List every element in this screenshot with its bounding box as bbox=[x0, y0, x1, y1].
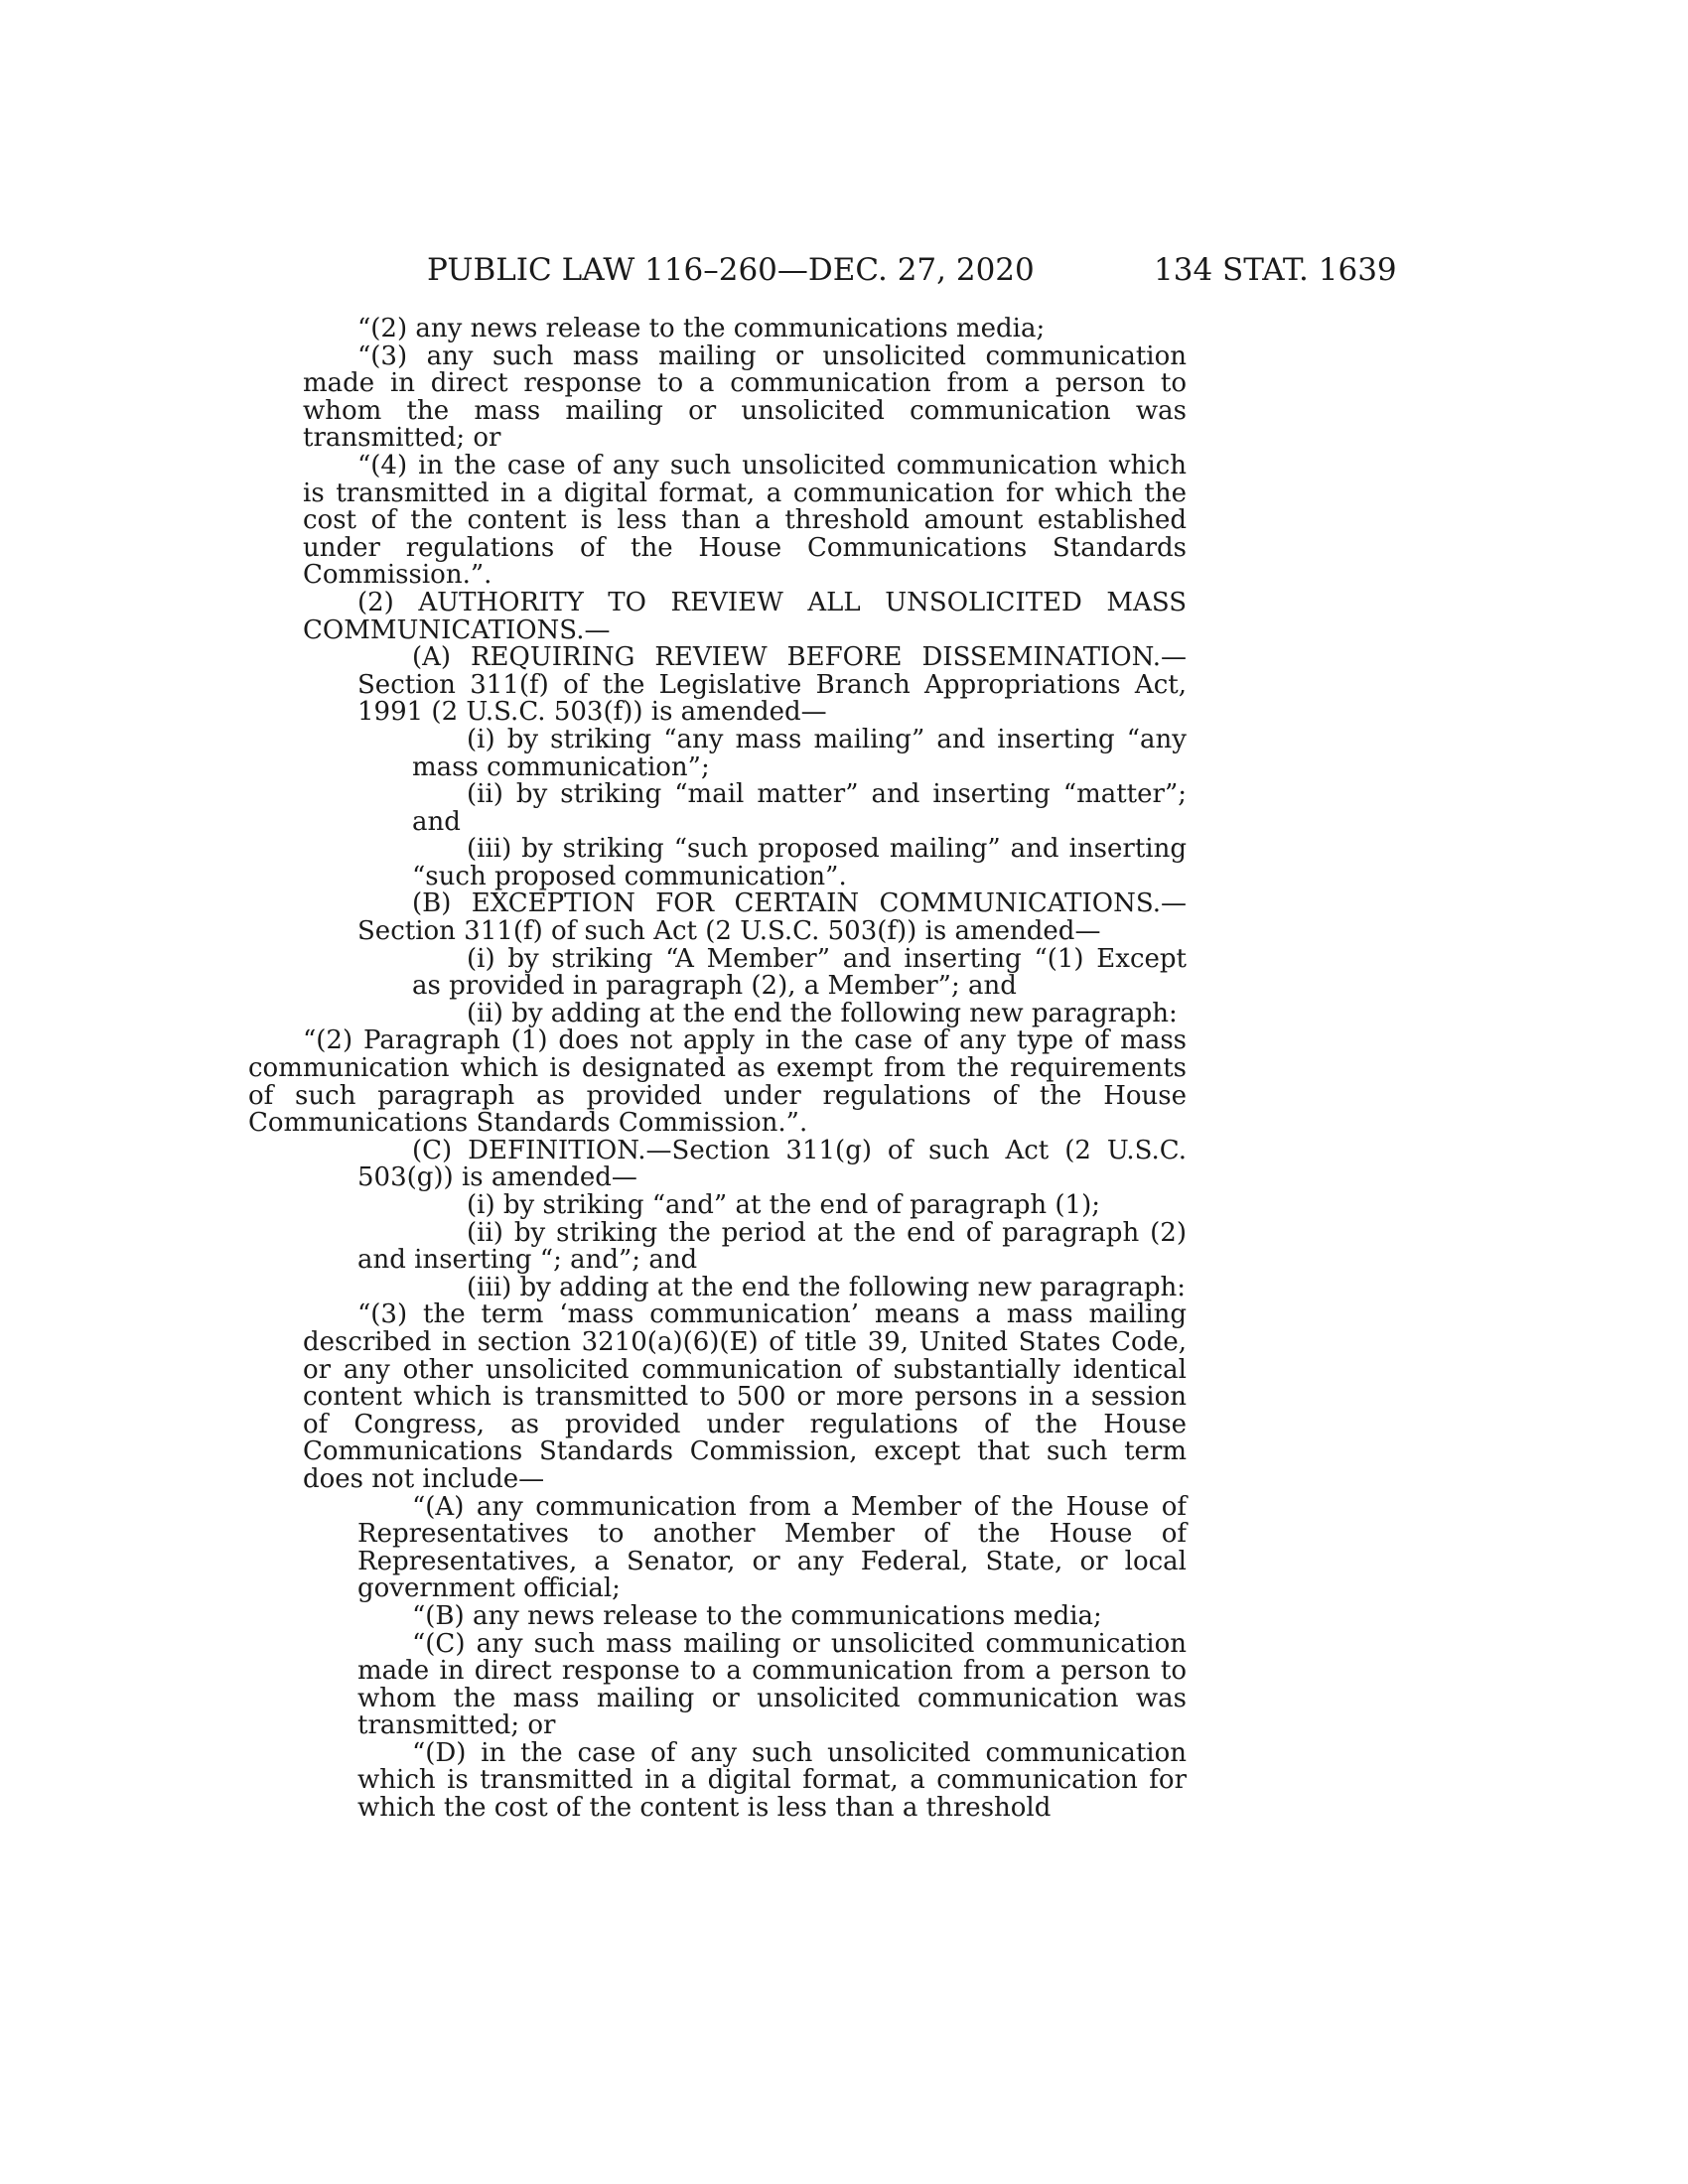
exclusion-a: “(A) any communication from a Member of the House of Representatives to another Member of the House of Representatives, a Senator, or any Federal, State, or local government official; bbox=[357, 1491, 1187, 1604]
clause-a-iii: (iii) by striking “such proposed mailing” and inserting “such proposed communication”. bbox=[412, 834, 1187, 891]
paragraph-4-digital-format: “(4) in the case of any such unsolicited communication which is transmitted in a digital format, a communication for which the cost of the content is less than a threshold amount established under regulations of the House Communications Standards Commission.”. bbox=[303, 450, 1187, 591]
clause-a-i: (i) by striking “any mass mailing” and inserting “any mass communication”; bbox=[412, 724, 1187, 782]
clause-b-i: (i) by striking “A Member” and inserting “(1) Except as provided in paragraph (2), a Member”; and bbox=[412, 943, 1187, 1002]
clause-c-i: (i) by striking “and” at the end of paragraph (1); bbox=[467, 1190, 1100, 1220]
subparagraph-c-definition: (C) DEFINITION.—Section 311(g) of such Act (2 U.S.C. 503(g)) is amended— bbox=[357, 1135, 1187, 1193]
clause-a-ii: (ii) by striking “mail matter” and inserting “matter”; and bbox=[412, 779, 1187, 837]
paragraph-2-news-release: “(2) any news release to the communications media; bbox=[357, 314, 1046, 343]
clause-b-ii: (ii) by adding at the end the following new paragraph: bbox=[467, 998, 1178, 1028]
page-stat-number: 134 STAT. 1639 bbox=[1154, 252, 1397, 288]
document-body bbox=[248, 314, 1187, 1824]
inserted-paragraph-3-definition: “(3) the term ‘mass communication’ means a mass mailing described in section 3210(a)(6)(E) of title 39, United States Code, or any other unsolicited communication of substantially identical content which is transmitted to 500 or more persons in a session of Congress, as provided under regulations of the House Communications Standards Commission, except that such term does not include— bbox=[303, 1299, 1187, 1494]
exclusion-b: “(B) any news release to the communications media; bbox=[412, 1600, 1102, 1631]
subparagraph-b-exception: (B) EXCEPTION FOR CERTAIN COMMUNICATIONS.—Section 311(f) of such Act (2 U.S.C. 503(f)) is amended— bbox=[357, 888, 1187, 947]
exclusion-c: “(C) any such mass mailing or unsolicited communication made in direct response to a communication from a person to whom the mass mailing or unsolicited communication was transmitted; or bbox=[357, 1628, 1187, 1741]
clause-c-ii: (ii) by striking the period at the end of paragraph (2) and inserting “; and”; and bbox=[357, 1217, 1187, 1276]
paragraph-3-direct-response: “(3) any such mass mailing or unsolicited communication made in direct response to a communication from a person to whom the mass mailing or unsolicited communication was transmitted; or bbox=[303, 341, 1187, 454]
subparagraph-a-review: (A) REQUIRING REVIEW BEFORE DISSEMINATION.—Section 311(f) of the Legislative Branch Appropriations Act, 1991 (2 U.S.C. 503(f)) is amended— bbox=[357, 642, 1187, 728]
inserted-paragraph-2: “(2) Paragraph (1) does not apply in the case of any type of mass communication which is designated as exempt from the requirements of such paragraph as provided under regulations of the House Communications Standards Commission.”. bbox=[248, 1025, 1187, 1139]
clause-c-iii: (iii) by adding at the end the following new paragraph: bbox=[467, 1272, 1187, 1302]
running-header-citation: PUBLIC LAW 116–260—DEC. 27, 2020 bbox=[427, 252, 1035, 288]
exclusion-d: “(D) in the case of any such unsolicited communication which is transmitted in a digital format, a communication for which the cost of the content is less than a threshold bbox=[357, 1737, 1187, 1824]
section-2-heading: (2) AUTHORITY TO REVIEW ALL UNSOLICITED MASS COMMUNICATIONS.— bbox=[303, 587, 1187, 645]
